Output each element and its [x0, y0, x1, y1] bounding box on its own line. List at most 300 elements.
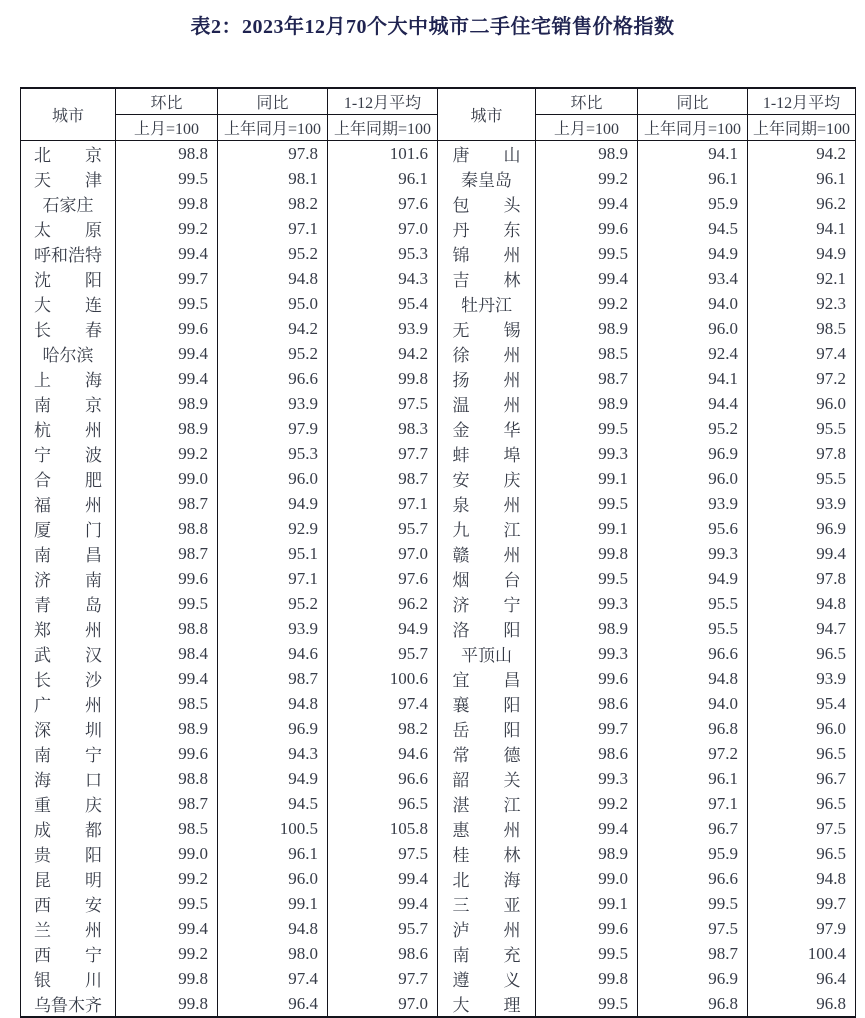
avg-value-cell-right: 99.4	[748, 541, 856, 566]
avg-value-cell-left: 97.1	[328, 491, 438, 516]
avg-value-cell-left: 96.2	[328, 591, 438, 616]
mom-value-cell-left: 98.8	[116, 516, 218, 541]
yoy-value-cell-right: 99.5	[638, 891, 748, 916]
avg-value-cell-right: 98.5	[748, 316, 856, 341]
yoy-value-cell-right: 97.2	[638, 741, 748, 766]
avg-value-cell-right: 96.7	[748, 766, 856, 791]
table-row	[21, 216, 856, 241]
mom-value-cell-left: 99.5	[116, 291, 218, 316]
city-cell-right: 平顶山	[438, 641, 536, 666]
mom-value-cell-right: 99.6	[536, 916, 638, 941]
yoy-value-cell-right: 94.4	[638, 391, 748, 416]
yoy-value-cell-left: 98.2	[218, 191, 328, 216]
yoy-value-cell-left: 94.2	[218, 316, 328, 341]
avg-value-cell-right: 96.2	[748, 191, 856, 216]
mom-value-cell-right: 99.2	[536, 166, 638, 191]
mom-value-cell-left: 98.8	[116, 141, 218, 167]
yoy-value-cell-right: 96.9	[638, 966, 748, 991]
yoy-value-cell-right: 94.5	[638, 216, 748, 241]
avg-value-cell-right: 93.9	[748, 491, 856, 516]
yoy-value-cell-left: 94.8	[218, 266, 328, 291]
table-row	[21, 516, 856, 541]
avg-value-cell-left: 98.6	[328, 941, 438, 966]
table-row	[21, 491, 856, 516]
city-cell-right: 惠 州	[438, 816, 536, 841]
city-cell-right: 赣 州	[438, 541, 536, 566]
yoy-value-cell-left: 93.9	[218, 391, 328, 416]
header-group-row	[21, 88, 856, 115]
avg-value-cell-left: 94.2	[328, 341, 438, 366]
yoy-value-cell-left: 97.1	[218, 566, 328, 591]
yoy-value-cell-left: 97.1	[218, 216, 328, 241]
city-cell-left: 天 津	[34, 171, 102, 190]
table-row	[21, 991, 856, 1017]
avg-value-cell-right: 94.7	[748, 616, 856, 641]
city-cell-right: 牡丹江	[438, 291, 536, 316]
mom-value-cell-right: 99.4	[536, 816, 638, 841]
city-cell-left: 石家庄	[42, 196, 94, 215]
yoy-column-header-right: 同比	[638, 88, 748, 115]
mom-value-cell-right: 99.3	[536, 641, 638, 666]
city-cell-left: 厦 门	[34, 521, 102, 540]
table-row	[21, 191, 856, 216]
city-cell-left: 北 京	[34, 146, 102, 165]
avg-value-cell-left: 99.4	[328, 866, 438, 891]
yoy-value-cell-right: 96.6	[638, 641, 748, 666]
city-cell-left: 南 宁	[34, 746, 102, 765]
city-cell-right: 宜 昌	[438, 666, 536, 691]
city-cell-right: 烟 台	[438, 566, 536, 591]
avg-value-cell-right: 97.5	[748, 816, 856, 841]
mom-value-cell-left: 99.6	[116, 741, 218, 766]
avg-base-subheader-left: 上年同期=100	[328, 115, 438, 141]
city-cell-right: 蚌 埠	[438, 441, 536, 466]
yoy-value-cell-right: 96.0	[638, 466, 748, 491]
avg-value-cell-right: 96.4	[748, 966, 856, 991]
table-row	[21, 816, 856, 841]
city-cell-left: 南 京	[34, 396, 102, 415]
mom-value-cell-right: 98.9	[536, 141, 638, 167]
table-row	[21, 616, 856, 641]
table-row	[21, 841, 856, 866]
city-column-header-left: 城市	[21, 88, 116, 141]
table-row	[21, 566, 856, 591]
mom-value-cell-left: 99.2	[116, 866, 218, 891]
yoy-value-cell-right: 94.1	[638, 141, 748, 167]
price-index-table	[20, 87, 856, 1018]
mom-value-cell-right: 99.3	[536, 441, 638, 466]
mom-value-cell-right: 99.5	[536, 566, 638, 591]
city-cell-right: 徐 州	[438, 341, 536, 366]
yoy-value-cell-left: 95.1	[218, 541, 328, 566]
yoy-value-cell-right: 99.3	[638, 541, 748, 566]
yoy-value-cell-left: 94.8	[218, 916, 328, 941]
table-row	[21, 166, 856, 191]
avg-value-cell-right: 96.5	[748, 841, 856, 866]
yoy-value-cell-right: 96.8	[638, 991, 748, 1017]
yoy-value-cell-left: 98.0	[218, 941, 328, 966]
table-row	[21, 341, 856, 366]
city-cell-left: 太 原	[34, 221, 102, 240]
city-cell-right: 包 头	[438, 191, 536, 216]
yoy-value-cell-left: 95.2	[218, 591, 328, 616]
avg-value-cell-left: 97.0	[328, 541, 438, 566]
avg-value-cell-left: 96.1	[328, 166, 438, 191]
mom-value-cell-left: 99.5	[116, 891, 218, 916]
table-row	[21, 941, 856, 966]
yoy-value-cell-left: 94.3	[218, 741, 328, 766]
yoy-value-cell-right: 95.2	[638, 416, 748, 441]
mom-base-subheader-right: 上月=100	[536, 115, 638, 141]
avg-column-header-right: 1-12月平均	[748, 88, 856, 115]
mom-value-cell-right: 98.6	[536, 741, 638, 766]
avg-value-cell-left: 97.5	[328, 391, 438, 416]
mom-value-cell-right: 99.1	[536, 516, 638, 541]
mom-value-cell-right: 99.0	[536, 866, 638, 891]
mom-value-cell-left: 99.4	[116, 241, 218, 266]
city-cell-left: 昆 明	[34, 871, 102, 890]
city-cell-right: 韶 关	[438, 766, 536, 791]
avg-value-cell-right: 95.5	[748, 466, 856, 491]
city-cell-right: 桂 林	[438, 841, 536, 866]
city-cell-left: 宁 波	[34, 446, 102, 465]
city-cell-left: 兰 州	[34, 921, 102, 940]
mom-value-cell-right: 99.8	[536, 541, 638, 566]
city-cell-left: 海 口	[34, 771, 102, 790]
avg-value-cell-right: 96.5	[748, 741, 856, 766]
city-cell-right: 丹 东	[438, 216, 536, 241]
city-cell-left: 重 庆	[34, 796, 102, 815]
city-cell-left: 郑 州	[34, 621, 102, 640]
mom-value-cell-right: 99.4	[536, 191, 638, 216]
avg-value-cell-left: 105.8	[328, 816, 438, 841]
mom-base-subheader-left: 上月=100	[116, 115, 218, 141]
city-cell-right: 吉 林	[438, 266, 536, 291]
mom-value-cell-right: 98.6	[536, 691, 638, 716]
yoy-value-cell-left: 94.9	[218, 766, 328, 791]
avg-value-cell-right: 95.4	[748, 691, 856, 716]
mom-value-cell-left: 98.7	[116, 791, 218, 816]
mom-value-cell-right: 99.5	[536, 241, 638, 266]
yoy-value-cell-right: 94.0	[638, 291, 748, 316]
table-row	[21, 691, 856, 716]
city-cell-left: 上 海	[34, 371, 102, 390]
avg-value-cell-right: 94.8	[748, 591, 856, 616]
avg-value-cell-right: 99.7	[748, 891, 856, 916]
mom-value-cell-right: 99.1	[536, 466, 638, 491]
mom-value-cell-right: 99.6	[536, 216, 638, 241]
city-cell-right: 北 海	[438, 866, 536, 891]
yoy-value-cell-left: 97.8	[218, 141, 328, 167]
mom-value-cell-right: 99.5	[536, 941, 638, 966]
yoy-value-cell-right: 96.6	[638, 866, 748, 891]
avg-value-cell-right: 100.4	[748, 941, 856, 966]
yoy-value-cell-left: 98.7	[218, 666, 328, 691]
table-row	[21, 766, 856, 791]
yoy-value-cell-left: 96.1	[218, 841, 328, 866]
avg-value-cell-left: 97.7	[328, 966, 438, 991]
yoy-value-cell-right: 94.1	[638, 366, 748, 391]
yoy-value-cell-left: 96.0	[218, 466, 328, 491]
avg-value-cell-right: 96.1	[748, 166, 856, 191]
table-row	[21, 716, 856, 741]
city-cell-left: 南 昌	[34, 546, 102, 565]
table-row	[21, 291, 856, 316]
city-column-header-right: 城市	[438, 88, 536, 141]
avg-value-cell-right: 97.2	[748, 366, 856, 391]
avg-value-cell-right: 94.8	[748, 866, 856, 891]
mom-value-cell-right: 98.9	[536, 841, 638, 866]
mom-value-cell-right: 99.5	[536, 991, 638, 1017]
avg-value-cell-right: 97.4	[748, 341, 856, 366]
yoy-value-cell-right: 95.9	[638, 191, 748, 216]
mom-value-cell-right: 99.3	[536, 591, 638, 616]
city-cell-left: 乌鲁木齐	[34, 996, 102, 1015]
yoy-value-cell-right: 96.1	[638, 766, 748, 791]
city-cell-right: 九 江	[438, 516, 536, 541]
yoy-value-cell-right: 97.5	[638, 916, 748, 941]
mom-value-cell-left: 99.8	[116, 991, 218, 1017]
city-cell-right: 三 亚	[438, 891, 536, 916]
table-title: 表2：2023年12月70个大中城市二手住宅销售价格指数	[190, 16, 675, 38]
mom-value-cell-right: 99.2	[536, 791, 638, 816]
avg-value-cell-right: 93.9	[748, 666, 856, 691]
city-cell-left: 成 都	[34, 821, 102, 840]
avg-value-cell-right: 96.5	[748, 791, 856, 816]
city-cell-left: 长 沙	[34, 671, 102, 690]
mom-value-cell-left: 98.7	[116, 541, 218, 566]
table-row	[21, 891, 856, 916]
city-cell-right: 大 理	[438, 991, 536, 1017]
avg-value-cell-right: 96.0	[748, 391, 856, 416]
yoy-value-cell-left: 97.4	[218, 966, 328, 991]
city-cell-left: 杭 州	[34, 421, 102, 440]
city-cell-left: 贵 阳	[34, 846, 102, 865]
city-cell-left: 哈尔滨	[42, 346, 94, 365]
avg-value-cell-right: 96.8	[748, 991, 856, 1017]
mom-value-cell-right: 99.8	[536, 966, 638, 991]
avg-value-cell-right: 94.1	[748, 216, 856, 241]
yoy-value-cell-right: 96.1	[638, 166, 748, 191]
avg-value-cell-right: 97.8	[748, 566, 856, 591]
avg-value-cell-left: 99.4	[328, 891, 438, 916]
table-row	[21, 316, 856, 341]
yoy-value-cell-right: 92.4	[638, 341, 748, 366]
yoy-value-cell-right: 94.0	[638, 691, 748, 716]
mom-value-cell-right: 99.3	[536, 766, 638, 791]
city-cell-right: 岳 阳	[438, 716, 536, 741]
avg-value-cell-left: 93.9	[328, 316, 438, 341]
table-row	[21, 741, 856, 766]
avg-value-cell-left: 95.7	[328, 916, 438, 941]
city-cell-right: 秦皇岛	[438, 166, 536, 191]
mom-value-cell-right: 98.9	[536, 391, 638, 416]
city-cell-left: 长 春	[34, 321, 102, 340]
avg-value-cell-left: 98.7	[328, 466, 438, 491]
mom-value-cell-right: 99.2	[536, 291, 638, 316]
mom-value-cell-left: 99.0	[116, 841, 218, 866]
avg-value-cell-right: 96.9	[748, 516, 856, 541]
city-cell-right: 唐 山	[438, 141, 536, 167]
mom-column-header-left: 环比	[116, 88, 218, 115]
yoy-value-cell-left: 92.9	[218, 516, 328, 541]
avg-value-cell-left: 95.7	[328, 516, 438, 541]
avg-value-cell-left: 94.9	[328, 616, 438, 641]
avg-value-cell-left: 94.3	[328, 266, 438, 291]
avg-value-cell-right: 94.2	[748, 141, 856, 167]
avg-value-cell-left: 95.3	[328, 241, 438, 266]
table-row	[21, 141, 856, 167]
mom-value-cell-left: 99.2	[116, 216, 218, 241]
avg-value-cell-left: 100.6	[328, 666, 438, 691]
avg-column-header-left: 1-12月平均	[328, 88, 438, 115]
yoy-value-cell-right: 96.0	[638, 316, 748, 341]
table-row	[21, 366, 856, 391]
city-cell-right: 遵 义	[438, 966, 536, 991]
table-row	[21, 916, 856, 941]
avg-value-cell-right: 92.1	[748, 266, 856, 291]
yoy-value-cell-left: 93.9	[218, 616, 328, 641]
city-cell-right: 襄 阳	[438, 691, 536, 716]
city-cell-left: 西 宁	[34, 946, 102, 965]
mom-value-cell-right: 98.5	[536, 341, 638, 366]
city-cell-right: 无 锡	[438, 316, 536, 341]
city-cell-left: 武 汉	[34, 646, 102, 665]
city-cell-left: 福 州	[34, 496, 102, 515]
yoy-value-cell-right: 94.9	[638, 241, 748, 266]
mom-value-cell-right: 99.1	[536, 891, 638, 916]
city-cell-right: 南 充	[438, 941, 536, 966]
table-header	[21, 88, 856, 141]
avg-value-cell-left: 97.6	[328, 566, 438, 591]
mom-value-cell-left: 98.9	[116, 391, 218, 416]
yoy-value-cell-left: 96.6	[218, 366, 328, 391]
city-cell-right: 湛 江	[438, 791, 536, 816]
city-cell-right: 扬 州	[438, 366, 536, 391]
table-row	[21, 466, 856, 491]
mom-value-cell-left: 99.0	[116, 466, 218, 491]
mom-value-cell-right: 99.5	[536, 416, 638, 441]
yoy-value-cell-left: 98.1	[218, 166, 328, 191]
yoy-value-cell-left: 95.3	[218, 441, 328, 466]
mom-value-cell-left: 99.8	[116, 191, 218, 216]
yoy-value-cell-left: 94.6	[218, 641, 328, 666]
city-cell-right: 泉 州	[438, 491, 536, 516]
table-body	[21, 141, 856, 1018]
yoy-value-cell-right: 93.9	[638, 491, 748, 516]
avg-value-cell-right: 95.5	[748, 416, 856, 441]
table-row	[21, 591, 856, 616]
table-row	[21, 791, 856, 816]
avg-value-cell-right: 92.3	[748, 291, 856, 316]
avg-value-cell-left: 97.0	[328, 991, 438, 1017]
avg-value-cell-right: 96.0	[748, 716, 856, 741]
table-row	[21, 966, 856, 991]
yoy-value-cell-left: 94.5	[218, 791, 328, 816]
mom-value-cell-left: 99.4	[116, 916, 218, 941]
mom-value-cell-left: 99.4	[116, 666, 218, 691]
mom-value-cell-left: 99.6	[116, 566, 218, 591]
yoy-value-cell-left: 100.5	[218, 816, 328, 841]
yoy-value-cell-right: 96.9	[638, 441, 748, 466]
mom-value-cell-left: 99.4	[116, 341, 218, 366]
yoy-value-cell-left: 96.9	[218, 716, 328, 741]
city-cell-left: 银 川	[34, 971, 102, 990]
mom-value-cell-left: 98.9	[116, 416, 218, 441]
yoy-value-cell-left: 97.9	[218, 416, 328, 441]
city-cell-left: 大 连	[34, 296, 102, 315]
yoy-value-cell-left: 96.4	[218, 991, 328, 1017]
yoy-value-cell-left: 94.8	[218, 691, 328, 716]
city-cell-right: 常 德	[438, 741, 536, 766]
city-cell-left: 深 圳	[34, 721, 102, 740]
mom-value-cell-left: 99.7	[116, 266, 218, 291]
mom-value-cell-left: 99.2	[116, 941, 218, 966]
table-row	[21, 641, 856, 666]
table-row	[21, 866, 856, 891]
avg-value-cell-right: 94.9	[748, 241, 856, 266]
city-cell-right: 锦 州	[438, 241, 536, 266]
table-row	[21, 391, 856, 416]
avg-value-cell-left: 96.5	[328, 791, 438, 816]
table-row	[21, 266, 856, 291]
city-cell-right: 温 州	[438, 391, 536, 416]
yoy-value-cell-right: 95.5	[638, 616, 748, 641]
avg-value-cell-left: 97.7	[328, 441, 438, 466]
mom-value-cell-left: 99.5	[116, 166, 218, 191]
yoy-value-cell-left: 99.1	[218, 891, 328, 916]
yoy-value-cell-right: 97.1	[638, 791, 748, 816]
mom-value-cell-left: 99.8	[116, 966, 218, 991]
avg-value-cell-left: 96.6	[328, 766, 438, 791]
table-row	[21, 666, 856, 691]
avg-value-cell-left: 97.6	[328, 191, 438, 216]
yoy-value-cell-right: 94.9	[638, 566, 748, 591]
city-cell-right: 安 庆	[438, 466, 536, 491]
avg-value-cell-left: 101.6	[328, 141, 438, 167]
mom-value-cell-left: 98.5	[116, 691, 218, 716]
avg-value-cell-left: 95.4	[328, 291, 438, 316]
yoy-column-header-left: 同比	[218, 88, 328, 115]
avg-value-cell-right: 96.5	[748, 641, 856, 666]
avg-value-cell-right: 97.8	[748, 441, 856, 466]
mom-value-cell-right: 98.9	[536, 316, 638, 341]
mom-value-cell-right: 99.7	[536, 716, 638, 741]
city-cell-left: 广 州	[34, 696, 102, 715]
city-cell-left: 合 肥	[34, 471, 102, 490]
yoy-base-subheader-right: 上年同月=100	[638, 115, 748, 141]
yoy-value-cell-right: 98.7	[638, 941, 748, 966]
avg-value-cell-left: 99.8	[328, 366, 438, 391]
mom-value-cell-left: 98.8	[116, 766, 218, 791]
city-cell-left: 呼和浩特	[34, 246, 102, 265]
mom-value-cell-left: 98.7	[116, 491, 218, 516]
mom-value-cell-right: 98.9	[536, 616, 638, 641]
mom-value-cell-left: 98.8	[116, 616, 218, 641]
yoy-value-cell-right: 96.7	[638, 816, 748, 841]
table-row	[21, 441, 856, 466]
avg-value-cell-left: 97.0	[328, 216, 438, 241]
yoy-value-cell-right: 95.5	[638, 591, 748, 616]
yoy-value-cell-right: 94.8	[638, 666, 748, 691]
mom-value-cell-left: 99.5	[116, 591, 218, 616]
avg-value-cell-left: 95.7	[328, 641, 438, 666]
city-cell-right: 洛 阳	[438, 616, 536, 641]
mom-value-cell-left: 98.9	[116, 716, 218, 741]
yoy-base-subheader-left: 上年同月=100	[218, 115, 328, 141]
city-cell-left: 济 南	[34, 571, 102, 590]
avg-base-subheader-right: 上年同期=100	[748, 115, 856, 141]
